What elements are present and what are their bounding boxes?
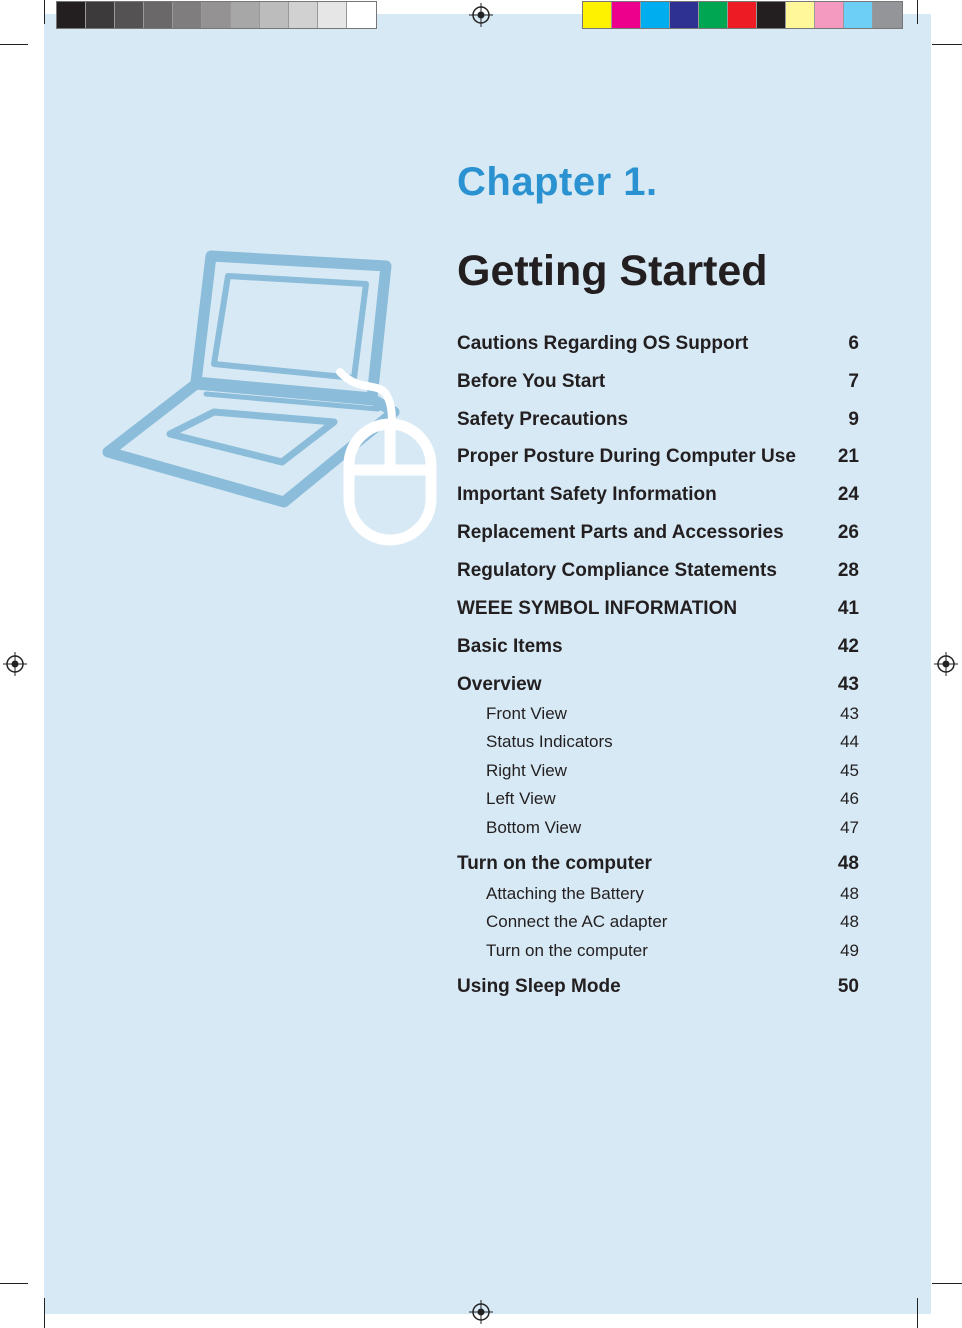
toc-entry-label: Regulatory Compliance Statements [457, 560, 777, 581]
gray-swatch [115, 2, 144, 28]
toc-entry[interactable] [457, 976, 859, 996]
color-swatch [641, 2, 670, 28]
gray-swatch [318, 2, 347, 28]
gray-swatch [86, 2, 115, 28]
toc-page-number: 50 [837, 976, 859, 997]
crop-mark [917, 1298, 918, 1328]
toc-page-number: 26 [837, 522, 859, 543]
toc-page-number: 48 [840, 912, 859, 931]
gray-swatch [289, 2, 318, 28]
toc-entry[interactable] [457, 371, 859, 391]
gray-swatch [144, 2, 173, 28]
toc-page-number: 44 [840, 732, 859, 751]
color-swatch [873, 2, 902, 28]
toc-entry-label: Using Sleep Mode [457, 976, 621, 997]
color-swatch [670, 2, 699, 28]
toc-subentry-label: Right View [486, 761, 567, 780]
gray-swatch [260, 2, 289, 28]
toc-entry[interactable] [457, 674, 859, 694]
toc-entry-label: WEEE SYMBOL INFORMATION [457, 598, 738, 619]
toc-page-number: 7 [848, 371, 859, 392]
gray-swatch [202, 2, 231, 28]
laptop-and-mouse-icon [96, 244, 446, 554]
crop-mark [0, 44, 28, 45]
color-swatch [815, 2, 844, 28]
gray-swatch [231, 2, 260, 28]
registration-mark-icon [469, 1300, 493, 1324]
toc-entry[interactable] [457, 560, 859, 580]
toc-entry[interactable] [457, 853, 859, 873]
process-color-bar [582, 1, 903, 29]
toc-entry[interactable] [457, 598, 859, 618]
toc-page-number: 46 [840, 789, 859, 808]
toc-page-number: 41 [837, 598, 859, 619]
crop-mark [932, 44, 962, 45]
toc-page-number: 28 [837, 560, 859, 581]
page-background [44, 14, 931, 1314]
toc-subentry[interactable] [457, 912, 859, 932]
toc-page-number: 49 [840, 941, 859, 960]
color-swatch [786, 2, 815, 28]
toc-entry-label: Cautions Regarding OS Support [457, 333, 749, 354]
crop-mark [44, 0, 45, 24]
gray-swatch [173, 2, 202, 28]
toc-subentry[interactable] [457, 789, 859, 809]
toc-subentry[interactable] [457, 884, 859, 904]
color-swatch [844, 2, 873, 28]
color-swatch [728, 2, 757, 28]
registration-mark-icon [469, 3, 493, 27]
gray-color-bar [56, 1, 377, 29]
chapter-label: Chapter 1. [457, 160, 658, 204]
color-swatch [583, 2, 612, 28]
gray-swatch [57, 2, 86, 28]
toc-page-number: 24 [837, 484, 859, 505]
registration-mark-icon [3, 652, 27, 676]
toc-entry[interactable] [457, 522, 859, 542]
toc-entry-label: Important Safety Information [457, 484, 717, 505]
toc-entry-label: Basic Items [457, 636, 563, 657]
toc-entry-label: Turn on the computer [457, 853, 652, 874]
toc-subentry-label: Status Indicators [486, 732, 613, 751]
toc-subentry-label: Left View [486, 789, 556, 808]
registration-mark-icon [934, 652, 958, 676]
toc-subentry-label: Bottom View [486, 818, 582, 837]
toc-page-number: 43 [840, 704, 859, 723]
toc-subentry-label: Turn on the computer [486, 941, 648, 960]
toc-subentry[interactable] [457, 704, 859, 724]
toc-page-number: 43 [837, 674, 859, 695]
toc-entry[interactable] [457, 446, 859, 466]
gray-swatch [347, 2, 376, 28]
toc-entry-label: Proper Posture During Computer Use [457, 446, 796, 467]
toc-page-number: 9 [848, 409, 859, 430]
crop-mark [44, 1298, 45, 1328]
crop-mark [932, 1283, 962, 1284]
toc-subentry-label: Connect the AC adapter [486, 912, 668, 931]
toc-page-number: 48 [840, 884, 859, 903]
color-swatch [699, 2, 728, 28]
toc-entry[interactable] [457, 333, 859, 353]
crop-mark [917, 0, 918, 24]
toc-entry[interactable] [457, 484, 859, 504]
toc-entry[interactable] [457, 409, 859, 429]
chapter-title: Getting Started [457, 247, 768, 295]
toc-page-number: 6 [848, 333, 859, 354]
toc-subentry[interactable] [457, 818, 859, 838]
toc-subentry-label: Attaching the Battery [486, 884, 644, 903]
toc-subentry[interactable] [457, 761, 859, 781]
toc-page-number: 21 [837, 446, 859, 467]
toc-page-number: 45 [840, 761, 859, 780]
toc-entry[interactable] [457, 636, 859, 656]
color-swatch [612, 2, 641, 28]
crop-mark [0, 1283, 28, 1284]
toc-entry-label: Before You Start [457, 371, 606, 392]
color-swatch [757, 2, 786, 28]
toc-page-number: 48 [837, 853, 859, 874]
toc-page-number: 42 [837, 636, 859, 657]
toc-subentry[interactable] [457, 941, 859, 961]
toc-entry-label: Replacement Parts and Accessories [457, 522, 784, 543]
toc-page-number: 47 [840, 818, 859, 837]
toc-subentry-label: Front View [486, 704, 567, 723]
toc-subentry[interactable] [457, 732, 859, 752]
toc-entry-label: Safety Precautions [457, 409, 629, 430]
toc-entry-label: Overview [457, 674, 542, 695]
